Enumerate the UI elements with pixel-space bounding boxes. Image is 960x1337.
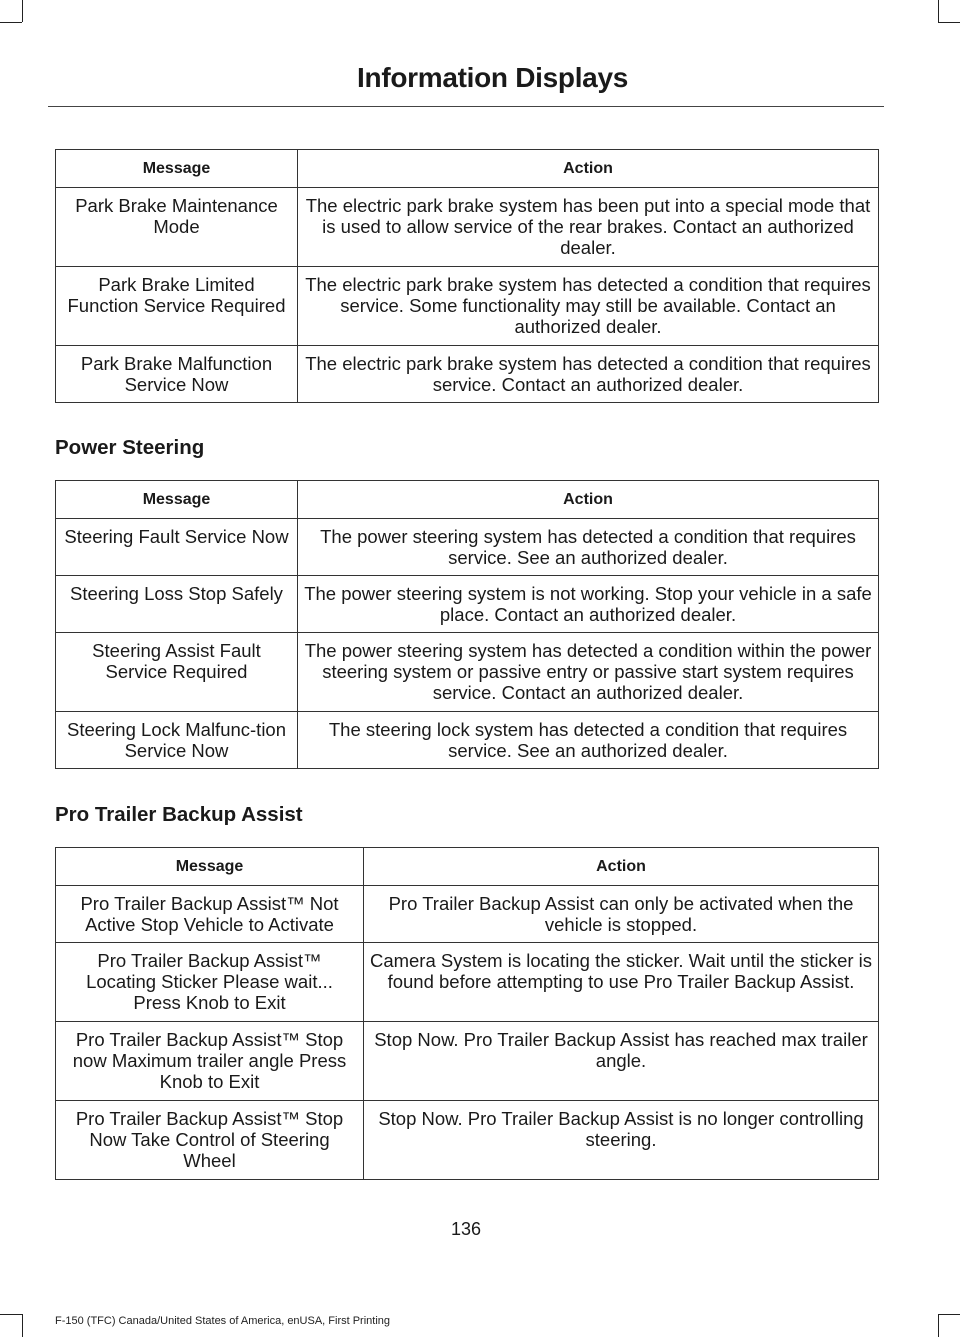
crop-mark-bottom-left [0, 1314, 22, 1315]
table-row [56, 267, 879, 346]
table-row [56, 633, 879, 712]
park-brake-table [55, 149, 879, 403]
crop-mark-bottom-right [938, 1314, 939, 1337]
table-row [56, 1101, 879, 1180]
table-row [56, 886, 879, 943]
column-header-message: Message [56, 481, 298, 519]
crop-mark-top-left [22, 0, 23, 22]
table-row [56, 576, 879, 633]
column-header-action: Action [298, 481, 879, 519]
crop-mark-top-right [938, 0, 939, 22]
message-cell: Steering Assist Fault Service Required [56, 633, 298, 712]
action-cell: The power steering system is not working. Stop your vehicle in a safe place. Contact an authorized dealer. [298, 576, 879, 633]
message-cell: Steering Loss Stop Safely [56, 576, 298, 633]
header-divider [48, 106, 884, 107]
table-row [56, 943, 879, 1022]
action-cell: The electric park brake system has detected a condition that requires service. Contact an authorized dealer. [298, 346, 879, 403]
crop-mark-bottom-right [938, 1314, 960, 1315]
crop-mark-top-right [938, 22, 960, 23]
table-row [56, 519, 879, 576]
section-title-pro-trailer-backup-assist: Pro Trailer Backup Assist [55, 803, 303, 826]
table-row [56, 188, 879, 267]
crop-mark-bottom-left [22, 1314, 23, 1337]
table-header-row [56, 481, 879, 519]
table-header-row [56, 848, 879, 886]
footer-edition-text: F-150 (TFC) Canada/United States of America, enUSA, First Printing [55, 1315, 391, 1327]
power-steering-table [55, 480, 879, 769]
message-cell: Pro Trailer Backup Assist™ Not Active Stop Vehicle to Activate [56, 886, 364, 943]
column-header-message: Message [56, 150, 298, 188]
message-cell: Pro Trailer Backup Assist™ Stop now Maximum trailer angle Press Knob to Exit [56, 1022, 364, 1101]
crop-mark-top-left [0, 22, 22, 23]
message-cell: Steering Fault Service Now [56, 519, 298, 576]
table-header-row [56, 150, 879, 188]
action-cell: Stop Now. Pro Trailer Backup Assist is no longer controlling steering. [364, 1101, 879, 1180]
trailer-backup-table [55, 847, 879, 1180]
table-row [56, 346, 879, 403]
action-cell: Stop Now. Pro Trailer Backup Assist has reached max trailer angle. [364, 1022, 879, 1101]
column-header-action: Action [364, 848, 879, 886]
message-cell: Steering Lock Malfunc-tion Service Now [56, 712, 298, 769]
table-row [56, 1022, 879, 1101]
action-cell: The power steering system has detected a condition within the power steering system or passive entry or passive start system requires service. Contact an authorized dealer. [298, 633, 879, 712]
message-cell: Park Brake Maintenance Mode [56, 188, 298, 267]
message-cell: Pro Trailer Backup Assist™ Stop Now Take Control of Steering Wheel [56, 1101, 364, 1180]
column-header-message: Message [56, 848, 364, 886]
action-cell: Camera System is locating the sticker. Wait until the sticker is found before attempting to use Pro Trailer Backup Assist. [364, 943, 879, 1022]
column-header-action: Action [298, 150, 879, 188]
section-title-power-steering: Power Steering [55, 436, 205, 459]
message-cell: Park Brake Limited Function Service Required [56, 267, 298, 346]
table-row [56, 712, 879, 769]
action-cell: Pro Trailer Backup Assist can only be activated when the vehicle is stopped. [364, 886, 879, 943]
page-title: Information Displays [357, 62, 628, 93]
action-cell: The power steering system has detected a condition that requires service. See an authorized dealer. [298, 519, 879, 576]
action-cell: The electric park brake system has detected a condition that requires service. Some functionality may still be available. Contact an authorized dealer. [298, 267, 879, 346]
action-cell: The electric park brake system has been put into a special mode that is used to allow service of the rear brakes. Contact an authorized dealer. [298, 188, 879, 267]
message-cell: Pro Trailer Backup Assist™ Locating Sticker Please wait... Press Knob to Exit [56, 943, 364, 1022]
message-cell: Park Brake Malfunction Service Now [56, 346, 298, 403]
action-cell: The steering lock system has detected a condition that requires service. See an authorized dealer. [298, 712, 879, 769]
page-number: 136 [450, 1219, 482, 1239]
